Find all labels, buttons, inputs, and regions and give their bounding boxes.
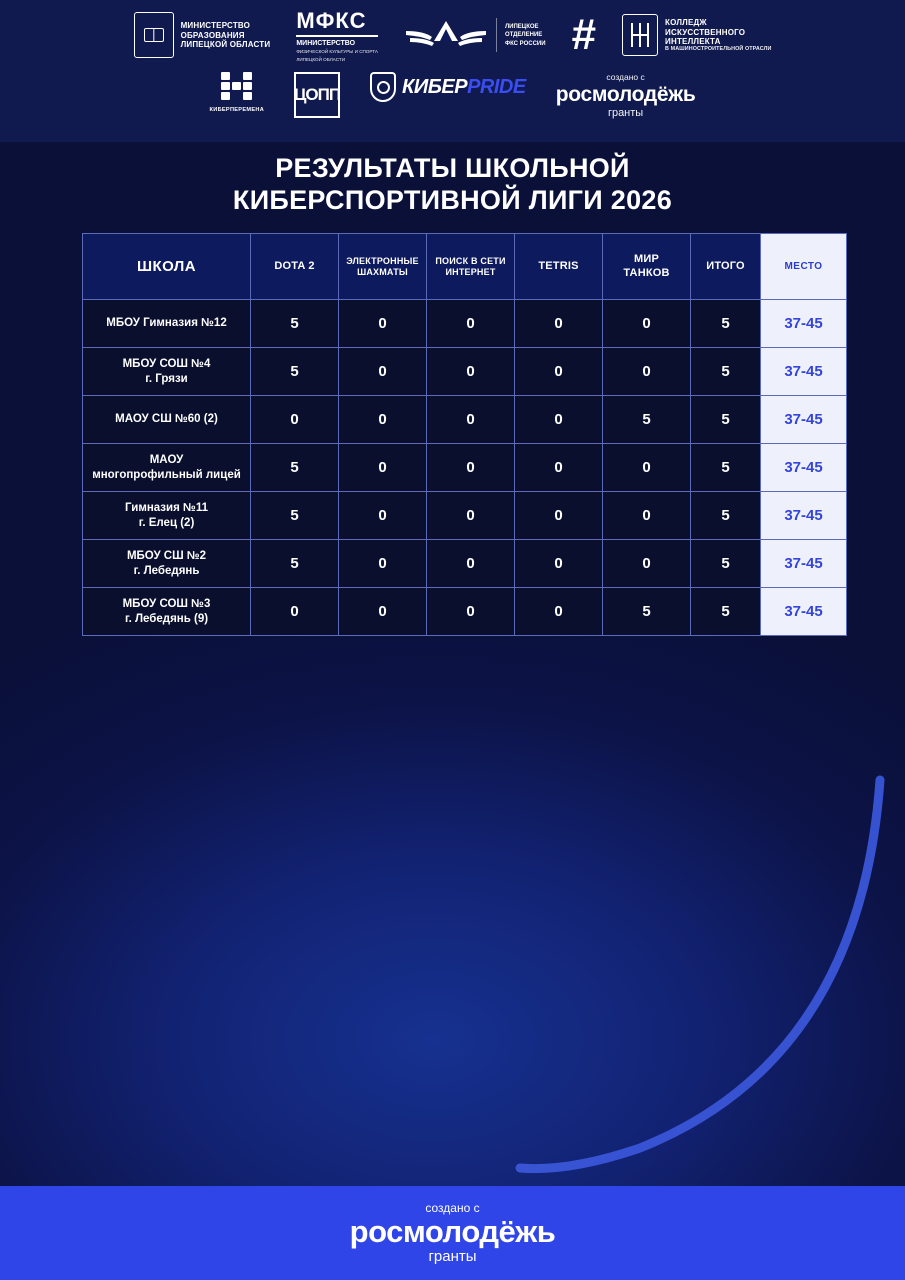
- results-table-wrapper: [82, 233, 822, 636]
- mfks-line-1: МИНИСТЕРСТВО: [296, 40, 356, 47]
- header-search-line-1: ПОИСК В СЕТИ: [435, 255, 506, 266]
- cell-dota: 5: [251, 444, 339, 492]
- logo-fks-russia: [404, 15, 546, 55]
- header-school: ШКОЛА: [83, 234, 251, 300]
- header-chess-line-2: ШАХМАТЫ: [357, 266, 408, 277]
- ministry-emblem-icon: [134, 12, 174, 58]
- sponsor-logos-row-1: [0, 8, 905, 63]
- cell-chess: 0: [339, 300, 427, 348]
- school-line-1: МБОУ СОШ №4: [122, 358, 211, 371]
- school-line-1: МБОУ Гимназия №12: [106, 317, 227, 330]
- college-emblem-icon: [622, 14, 658, 56]
- cell-school: [83, 444, 251, 492]
- logo-line-1: МИНИСТЕРСТВО: [180, 21, 251, 31]
- table-header-row: [83, 234, 847, 300]
- cell-place: 37-45: [761, 588, 847, 636]
- header-total: ИТОГО: [691, 234, 761, 300]
- cell-tanks: 0: [603, 540, 691, 588]
- header-chess: [339, 234, 427, 300]
- cell-chess: 0: [339, 588, 427, 636]
- mfks-line-3: ЛИПЕЦКОЙ ОБЛАСТИ: [296, 56, 346, 62]
- logo-line-2: ОБРАЗОВАНИЯ: [180, 30, 245, 40]
- header-tetris: TETRIS: [515, 234, 603, 300]
- cell-place: 37-45: [761, 540, 847, 588]
- cell-tetris: 0: [515, 588, 603, 636]
- page-title-line-1: РЕЗУЛЬТАТЫ ШКОЛЬНОЙ: [275, 153, 630, 183]
- divider: [496, 18, 497, 52]
- hash-logo-icon: #: [571, 10, 597, 60]
- cell-search: 0: [427, 588, 515, 636]
- cell-tanks: 0: [603, 300, 691, 348]
- table-body: [83, 300, 847, 636]
- kiberpride-part-2: PRIDE: [467, 75, 526, 98]
- table-row: [83, 492, 847, 540]
- header-tanks: [603, 234, 691, 300]
- cell-dota: 0: [251, 396, 339, 444]
- header-tanks-line-2: ТАНКОВ: [623, 266, 670, 279]
- header-chess-line-1: ЭЛЕКТРОННЫЕ: [346, 255, 419, 266]
- logo-college-ai: [622, 14, 771, 56]
- logo-mfks: [296, 8, 378, 63]
- school-line-2: г. Грязи: [145, 372, 188, 385]
- footer-title: росмолодёжь: [349, 1214, 556, 1249]
- shield-icon: [370, 72, 396, 102]
- cell-dota: 5: [251, 300, 339, 348]
- cell-tanks: 0: [603, 492, 691, 540]
- college-line-3: ИНТЕЛЛЕКТА: [665, 37, 721, 46]
- cell-school: [83, 396, 251, 444]
- cell-search: 0: [427, 444, 515, 492]
- fks-line-1: ЛИПЕЦКОЕ: [504, 24, 539, 31]
- page-title-line-2: КИБЕРСПОРТИВНОЙ ЛИГИ 2026: [232, 185, 673, 216]
- cell-tetris: 0: [515, 300, 603, 348]
- cell-dota: 5: [251, 540, 339, 588]
- cell-search: 0: [427, 540, 515, 588]
- header-tanks-line-1: МИР: [633, 253, 659, 266]
- school-line-2: г. Елец (2): [138, 516, 195, 529]
- college-line-2: ИСКУССТВЕННОГО: [665, 27, 746, 37]
- table-row: [83, 300, 847, 348]
- cell-place: 37-45: [761, 444, 847, 492]
- logo-ministry-education-lipetsk: [134, 12, 271, 58]
- cell-tetris: 0: [515, 396, 603, 444]
- cell-school: [83, 588, 251, 636]
- footer-sozdano: создано с: [425, 1201, 480, 1215]
- results-table: [82, 233, 847, 636]
- college-line-1: КОЛЛЕДЖ: [665, 18, 707, 28]
- cell-tetris: 0: [515, 348, 603, 396]
- cell-search: 0: [427, 348, 515, 396]
- cell-tanks: 0: [603, 444, 691, 492]
- cell-dota: 5: [251, 348, 339, 396]
- dots-grid-icon: [220, 72, 254, 102]
- sponsor-logos-row-2: [0, 72, 905, 119]
- rosmolodezh-title-header: росмолодёжь: [555, 83, 696, 106]
- school-line-1: МБОУ СШ №2: [126, 550, 207, 563]
- cell-place: 37-45: [761, 492, 847, 540]
- cell-school: [83, 492, 251, 540]
- cell-total: 5: [691, 540, 761, 588]
- table-row: [83, 348, 847, 396]
- cell-tetris: 0: [515, 540, 603, 588]
- header-internet-search: [427, 234, 515, 300]
- cell-total: 5: [691, 444, 761, 492]
- page-title: [0, 152, 905, 217]
- school-line-1: МАОУ СШ №60 (2): [115, 413, 218, 426]
- header-place: МЕСТО: [761, 234, 847, 300]
- school-line-1: Гимназия №11: [125, 502, 208, 515]
- cell-dota: 5: [251, 492, 339, 540]
- footer-rosmolodezh: [0, 1186, 905, 1280]
- cell-total: 5: [691, 348, 761, 396]
- rosmolodezh-sub-header: гранты: [607, 107, 644, 119]
- cell-chess: 0: [339, 540, 427, 588]
- cell-tanks: 0: [603, 348, 691, 396]
- logo-copp: ЦОПП: [294, 72, 340, 118]
- cell-place: 37-45: [761, 300, 847, 348]
- fks-line-3: ФКС РОССИИ: [504, 40, 546, 47]
- mfks-abbr: МФКС: [296, 8, 378, 37]
- cell-chess: 0: [339, 348, 427, 396]
- cell-chess: 0: [339, 492, 427, 540]
- kiberpride-part-1: КИБЕР: [402, 75, 468, 98]
- school-line-1: МБОУ СОШ №3: [122, 598, 211, 611]
- logo-line-3: ЛИПЕЦКОЙ ОБЛАСТИ: [180, 40, 271, 50]
- cell-tetris: 0: [515, 492, 603, 540]
- footer-sub: гранты: [428, 1248, 477, 1265]
- school-line-2: г. Лебедянь (9): [124, 612, 209, 625]
- header-dota: DOTA 2: [251, 234, 339, 300]
- table-row: [83, 540, 847, 588]
- cell-search: 0: [427, 396, 515, 444]
- mfks-line-2: ФИЗИЧЕСКОЙ КУЛЬТУРЫ И СПОРТА: [296, 49, 378, 54]
- cell-school: [83, 540, 251, 588]
- college-line-4: В МАШИНОСТРОИТЕЛЬНОЙ ОТРАСЛИ: [665, 46, 772, 53]
- cell-total: 5: [691, 588, 761, 636]
- cell-tanks: 5: [603, 588, 691, 636]
- school-line-2: многопрофильный лицей: [92, 468, 241, 481]
- decorative-arc: [0, 760, 905, 1180]
- table-row: [83, 396, 847, 444]
- school-line-2: г. Лебедянь: [133, 564, 200, 577]
- cell-search: 0: [427, 492, 515, 540]
- table-row: [83, 444, 847, 492]
- cell-chess: 0: [339, 396, 427, 444]
- logo-kiberpride: [370, 72, 526, 102]
- header-search-line-2: ИНТЕРНЕТ: [445, 266, 496, 277]
- cell-total: 5: [691, 492, 761, 540]
- cell-school: [83, 300, 251, 348]
- cell-search: 0: [427, 300, 515, 348]
- cell-school: [83, 348, 251, 396]
- cell-total: 5: [691, 396, 761, 444]
- cell-total: 5: [691, 300, 761, 348]
- wings-icon: [404, 15, 488, 55]
- fks-line-2: ОТДЕЛЕНИЕ: [504, 32, 543, 39]
- cell-place: 37-45: [761, 348, 847, 396]
- logo-kiberperemena: [210, 72, 265, 113]
- table-row: [83, 588, 847, 636]
- logo-rosmolodezh-grants-header: [556, 72, 696, 119]
- cell-chess: 0: [339, 444, 427, 492]
- cell-dota: 0: [251, 588, 339, 636]
- book-icon: [144, 28, 164, 42]
- cell-tanks: 5: [603, 396, 691, 444]
- cell-tetris: 0: [515, 444, 603, 492]
- kiberperemena-label: КИБЕРПЕРЕМЕНА: [209, 107, 265, 113]
- rosmolodezh-sozdano-header: создано с: [606, 72, 645, 82]
- cell-place: 37-45: [761, 396, 847, 444]
- school-line-1: МАОУ: [149, 454, 184, 467]
